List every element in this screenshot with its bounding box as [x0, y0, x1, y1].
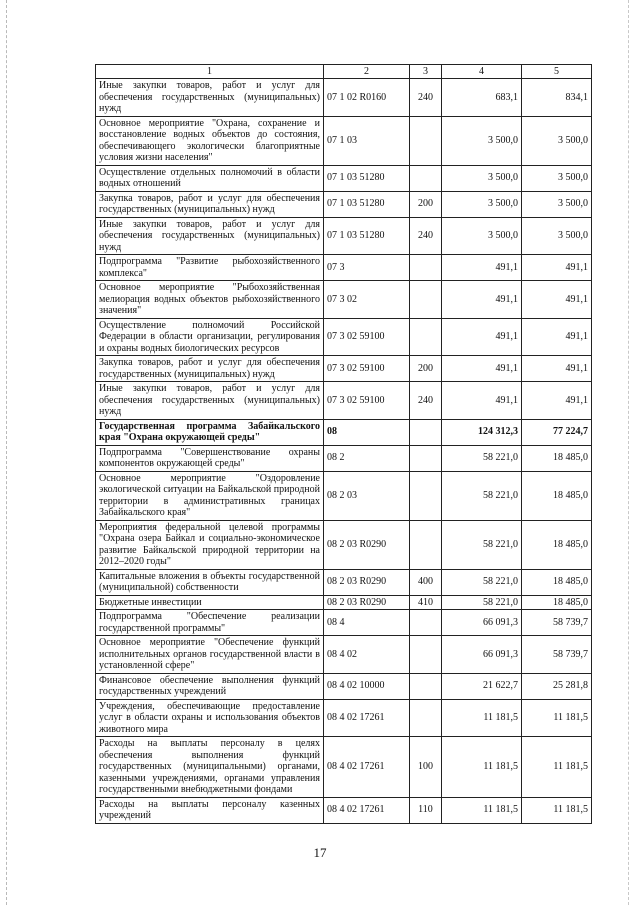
row-name-cell: Основное мероприятие "Рыбохозяйственная мелиорация водных объектов рыбохозяйственного значения": [96, 281, 324, 319]
row-code-cell: 07 1 02 R0160: [324, 79, 410, 117]
row-amount-year1-cell: 58 221,0: [442, 595, 522, 610]
row-amount-year2-cell: 491,1: [522, 255, 592, 281]
table-row: [96, 318, 592, 356]
row-expense-type-cell: [410, 255, 442, 281]
table-row: [96, 595, 592, 610]
row-amount-year1-cell: 11 181,5: [442, 699, 522, 737]
column-header: 3: [410, 65, 442, 79]
row-expense-type-cell: [410, 165, 442, 191]
row-code-cell: 07 1 03 51280: [324, 191, 410, 217]
scan-edge-right: [628, 0, 630, 905]
table-row: [96, 699, 592, 737]
row-code-cell: 07 3: [324, 255, 410, 281]
row-amount-year1-cell: 58 221,0: [442, 445, 522, 471]
row-name-cell: Осуществление отдельных полномочий в области водных отношений: [96, 165, 324, 191]
row-expense-type-cell: 240: [410, 382, 442, 420]
row-code-cell: 08 2 03 R0290: [324, 569, 410, 595]
row-name-cell: Мероприятия федеральной целевой программы "Охрана озера Байкал и социально-экономическое развитие Байкальской природной территории на 2012–2020 годы": [96, 520, 324, 569]
row-code-cell: 08 2 03 R0290: [324, 595, 410, 610]
column-header: 4: [442, 65, 522, 79]
table-row: [96, 382, 592, 420]
row-amount-year2-cell: 3 500,0: [522, 217, 592, 255]
row-amount-year2-cell: 25 281,8: [522, 673, 592, 699]
row-code-cell: 08 4 02 17261: [324, 797, 410, 823]
row-name-cell: Бюджетные инвестиции: [96, 595, 324, 610]
row-name-cell: Основное мероприятие "Оздоровление экологической ситуации на Байкальской природной территории в административных границах Забайкальского края": [96, 471, 324, 520]
row-amount-year2-cell: 58 739,7: [522, 636, 592, 674]
row-code-cell: 07 1 03 51280: [324, 165, 410, 191]
row-amount-year2-cell: 18 485,0: [522, 471, 592, 520]
row-code-cell: 08 4 02: [324, 636, 410, 674]
table-header-row: [96, 65, 592, 79]
row-code-cell: 08: [324, 419, 410, 445]
row-amount-year2-cell: 3 500,0: [522, 191, 592, 217]
row-amount-year2-cell: 491,1: [522, 356, 592, 382]
row-amount-year1-cell: 3 500,0: [442, 191, 522, 217]
row-amount-year1-cell: 683,1: [442, 79, 522, 117]
table-body: [96, 79, 592, 824]
row-amount-year2-cell: 11 181,5: [522, 737, 592, 798]
row-expense-type-cell: [410, 471, 442, 520]
table-row: [96, 471, 592, 520]
row-amount-year1-cell: 21 622,7: [442, 673, 522, 699]
row-name-cell: Закупка товаров, работ и услуг для обеспечения государственных (муниципальных) нужд: [96, 356, 324, 382]
row-amount-year2-cell: 18 485,0: [522, 445, 592, 471]
row-amount-year1-cell: 3 500,0: [442, 217, 522, 255]
row-amount-year2-cell: 834,1: [522, 79, 592, 117]
row-name-cell: Расходы на выплаты персоналу в целях обеспечения выполнения функций государственных (муниципальными) органами, казенными учреждениями, органами управления государственными внебюджетными фондами: [96, 737, 324, 798]
row-name-cell: Финансовое обеспечение выполнения функций государственных учреждений: [96, 673, 324, 699]
row-expense-type-cell: [410, 445, 442, 471]
row-amount-year1-cell: 491,1: [442, 281, 522, 319]
row-amount-year2-cell: 491,1: [522, 281, 592, 319]
table-row: [96, 419, 592, 445]
row-name-cell: Закупка товаров, работ и услуг для обеспечения государственных (муниципальных) нужд: [96, 191, 324, 217]
row-amount-year1-cell: 58 221,0: [442, 520, 522, 569]
row-name-cell: Учреждения, обеспечивающие предоставление услуг в области охраны и использования объектов животного мира: [96, 699, 324, 737]
row-expense-type-cell: 400: [410, 569, 442, 595]
row-expense-type-cell: 240: [410, 217, 442, 255]
row-amount-year2-cell: 491,1: [522, 318, 592, 356]
row-amount-year2-cell: 3 500,0: [522, 116, 592, 165]
row-name-cell: Подпрограмма "Совершенствование охраны компонентов окружающей среды": [96, 445, 324, 471]
row-name-cell: Подпрограмма "Обеспечение реализации государственной программы": [96, 610, 324, 636]
table-row: [96, 636, 592, 674]
row-expense-type-cell: [410, 281, 442, 319]
column-header: 1: [96, 65, 324, 79]
row-code-cell: 08 4: [324, 610, 410, 636]
row-amount-year2-cell: 58 739,7: [522, 610, 592, 636]
row-expense-type-cell: 410: [410, 595, 442, 610]
table-row: [96, 79, 592, 117]
row-code-cell: 08 4 02 10000: [324, 673, 410, 699]
row-amount-year2-cell: 18 485,0: [522, 569, 592, 595]
row-expense-type-cell: [410, 419, 442, 445]
table-row: [96, 217, 592, 255]
row-amount-year1-cell: 11 181,5: [442, 797, 522, 823]
row-code-cell: 07 3 02: [324, 281, 410, 319]
row-code-cell: 07 3 02 59100: [324, 318, 410, 356]
row-name-cell: Иные закупки товаров, работ и услуг для обеспечения государственных (муниципальных) нужд: [96, 382, 324, 420]
page-number: 17: [313, 845, 327, 860]
row-expense-type-cell: 100: [410, 737, 442, 798]
row-expense-type-cell: [410, 116, 442, 165]
row-amount-year1-cell: 491,1: [442, 356, 522, 382]
table-row: [96, 255, 592, 281]
row-amount-year2-cell: 3 500,0: [522, 165, 592, 191]
row-code-cell: 08 2: [324, 445, 410, 471]
row-name-cell: Государственная программа Забайкальского края "Охрана окружающей среды": [96, 419, 324, 445]
row-expense-type-cell: 240: [410, 79, 442, 117]
table-row: [96, 673, 592, 699]
row-amount-year1-cell: 491,1: [442, 382, 522, 420]
row-code-cell: 07 3 02 59100: [324, 382, 410, 420]
row-expense-type-cell: [410, 636, 442, 674]
row-code-cell: 08 4 02 17261: [324, 699, 410, 737]
row-name-cell: Подпрограмма "Развитие рыбохозяйственного комплекса": [96, 255, 324, 281]
row-code-cell: 08 4 02 17261: [324, 737, 410, 798]
table-row: [96, 356, 592, 382]
row-amount-year2-cell: 18 485,0: [522, 595, 592, 610]
row-name-cell: Основное мероприятие "Обеспечение функций исполнительных органов государственной власти в установленной сфере": [96, 636, 324, 674]
row-code-cell: 07 1 03: [324, 116, 410, 165]
row-code-cell: 08 2 03: [324, 471, 410, 520]
row-amount-year1-cell: 58 221,0: [442, 569, 522, 595]
row-amount-year2-cell: 11 181,5: [522, 699, 592, 737]
row-amount-year1-cell: 124 312,3: [442, 419, 522, 445]
row-code-cell: 07 1 03 51280: [324, 217, 410, 255]
row-expense-type-cell: [410, 699, 442, 737]
row-amount-year1-cell: 66 091,3: [442, 636, 522, 674]
scan-edge-left: [6, 0, 8, 905]
row-amount-year2-cell: 11 181,5: [522, 797, 592, 823]
row-expense-type-cell: [410, 673, 442, 699]
budget-table: [95, 64, 592, 824]
row-expense-type-cell: 200: [410, 191, 442, 217]
row-amount-year2-cell: 77 224,7: [522, 419, 592, 445]
column-header: 2: [324, 65, 410, 79]
row-expense-type-cell: 110: [410, 797, 442, 823]
row-expense-type-cell: [410, 318, 442, 356]
row-amount-year1-cell: 3 500,0: [442, 116, 522, 165]
table-row: [96, 445, 592, 471]
table-row: [96, 737, 592, 798]
column-header: 5: [522, 65, 592, 79]
table-row: [96, 610, 592, 636]
table-row: [96, 165, 592, 191]
row-name-cell: Иные закупки товаров, работ и услуг для обеспечения государственных (муниципальных) нужд: [96, 79, 324, 117]
table-row: [96, 116, 592, 165]
row-amount-year1-cell: 491,1: [442, 255, 522, 281]
row-name-cell: Иные закупки товаров, работ и услуг для обеспечения государственных (муниципальных) нужд: [96, 217, 324, 255]
row-expense-type-cell: [410, 520, 442, 569]
table-row: [96, 520, 592, 569]
row-expense-type-cell: 200: [410, 356, 442, 382]
row-amount-year2-cell: 491,1: [522, 382, 592, 420]
row-amount-year2-cell: 18 485,0: [522, 520, 592, 569]
row-amount-year1-cell: 491,1: [442, 318, 522, 356]
table-row: [96, 569, 592, 595]
row-amount-year1-cell: 11 181,5: [442, 737, 522, 798]
row-code-cell: 07 3 02 59100: [324, 356, 410, 382]
table-row: [96, 191, 592, 217]
row-name-cell: Основное мероприятие "Охрана, сохранение и восстановление водных объектов до состояния, обеспечивающего экологически благоприятные условия жизни населения": [96, 116, 324, 165]
row-amount-year1-cell: 66 091,3: [442, 610, 522, 636]
row-code-cell: 08 2 03 R0290: [324, 520, 410, 569]
table-row: [96, 281, 592, 319]
row-expense-type-cell: [410, 610, 442, 636]
row-name-cell: Расходы на выплаты персоналу казенных учреждений: [96, 797, 324, 823]
row-amount-year1-cell: 58 221,0: [442, 471, 522, 520]
row-name-cell: Капитальные вложения в объекты государственной (муниципальной) собственности: [96, 569, 324, 595]
row-amount-year1-cell: 3 500,0: [442, 165, 522, 191]
table-row: [96, 797, 592, 823]
row-name-cell: Осуществление полномочий Российской Федерации в области организации, регулирования и охраны водных биологических ресурсов: [96, 318, 324, 356]
